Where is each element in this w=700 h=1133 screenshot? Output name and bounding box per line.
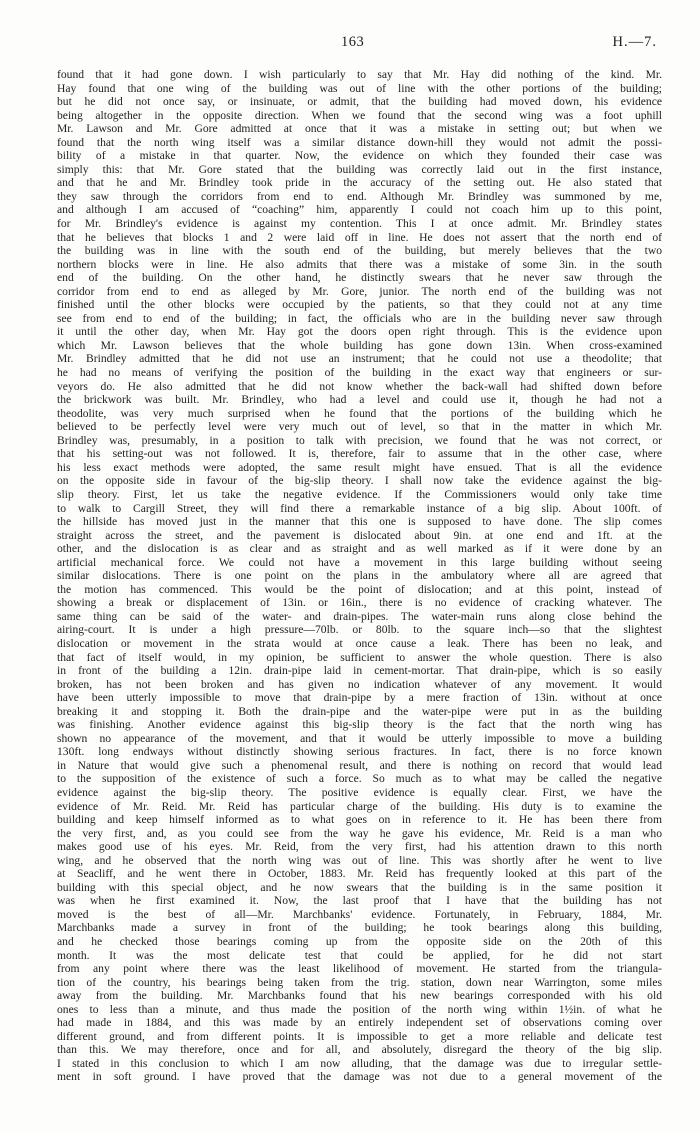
text-line: straight across the street, and the pavement is dislocated about 9in. at one end and 1ft. at the	[57, 528, 662, 542]
text-line: Mr. Lawson and Mr. Gore admitted at once that it was a mistake in setting out; but when we	[57, 122, 662, 136]
text-line: and although I am accused of “coaching” him, apparently I could not coach him up to this point,	[57, 203, 662, 217]
text-line: artificial mechanical force. We could not have a movement in this large building without seeing	[57, 555, 662, 569]
text-line: found that the north wing itself was a similar distance down-hill they would not admit the possi-	[57, 135, 662, 149]
text-line: Hay found that one wing of the building was out of line with the other portions of the building;	[57, 81, 662, 95]
text-line: to walk to Cargill Street, they will find there a remarkable instance of a big slip. About 100ft. of	[57, 501, 662, 515]
text-line: finished until the other blocks were occupied by the patients, so that they could not at any time	[57, 298, 662, 312]
text-line: the motion has commenced. This would be the point of dislocation; and at this point, instead of	[57, 582, 662, 596]
text-line: slip theory. First, let us take the negative evidence. If the Commissioners would only take time	[57, 487, 662, 501]
text-line: and that he and Mr. Brindley took pride in the accuracy of the setting out. He also stated that	[57, 176, 662, 190]
text-line: the brickwork was built. Mr. Brindley, who had a level and could use it, though he had not a	[57, 393, 662, 407]
text-line: he had no means of verifying the position of the building in the exact way that engineers or sur-	[57, 366, 662, 380]
text-line: showing a break or displacement of 13in. or 16in., there is no evidence of cracking whatever. The	[57, 596, 662, 610]
body-text	[57, 68, 662, 1084]
text-line: building and keep himself informed as to what goes on in reference to it. He has been there from	[57, 813, 662, 827]
text-line: ones to less than a minute, and thus made the position of the north wing within 1½in. of what he	[57, 1002, 662, 1016]
text-line: makes good use of his eyes. Mr. Reid, from the very first, had his attention drawn to this north	[57, 840, 662, 854]
text-line: found that it had gone down. I wish particularly to say that Mr. Hay did nothing of the kind. Mr.	[57, 68, 662, 81]
text-line: similar dislocations. There is one point on the plans in the ambulatory where all are agreed that	[57, 569, 662, 583]
text-line: the hillside has moved just in the manner that this one is supposed to have done. The slip comes	[57, 515, 662, 529]
text-line: Marchbanks made a survey in front of the building; he took bearings along this building,	[57, 921, 662, 935]
page-header	[57, 34, 657, 54]
text-line: simply this: that Mr. Gore stated that the building was correctly laid out in the first instance,	[57, 162, 662, 176]
text-line: being altogether in the opposite direction. When we found that the second wing was a foot uphill	[57, 108, 662, 122]
text-line: same thing can be said of the water- and drain-pipes. The water-main runs along close behind the	[57, 609, 662, 623]
text-line: see from end to end of the building; in fact, the officials who are in the building never saw through	[57, 311, 662, 325]
text-line: in front of the building a 12in. drain-pipe laid in cement-mortar. That drain-pipe, which is so easily	[57, 664, 662, 678]
text-line: broken, has not been broken and has given no indication whatever of any movement. It would	[57, 677, 662, 691]
text-line: other, and the dislocation is as clear and as straight and as well marked as if it were done by an	[57, 542, 662, 556]
text-line: the very first, and, as you could see from the way he gave his evidence, Mr. Reid is a man who	[57, 826, 662, 840]
document-reference: H.—7.	[612, 34, 657, 50]
text-line: northern blocks were in line. He also admits that there was a mistake of some 3in. in the south	[57, 257, 662, 271]
text-line: moved is the best of all—Mr. Marchbanks' evidence. Fortunately, in February, 1884, Mr.	[57, 907, 662, 921]
text-line: theodolite, was very much surprised when he found that the portions of the building which he	[57, 406, 662, 420]
text-line: dislocation or movement in the strata would at once cause a leak. There has been no leak, and	[57, 636, 662, 650]
text-line: that fact of itself would, in my opinion, be sufficient to answer the whole question. There is also	[57, 650, 662, 664]
text-line: Mr. Brindley admitted that he did not use an instrument; that he could not use a theodolite; that	[57, 352, 662, 366]
text-line: believed to be perfectly level were very much out of level, so that in the matter in which Mr.	[57, 420, 662, 434]
text-line: airing-court. It is under a high pressure—70lb. or 80lb. to the square inch—so that the slightest	[57, 623, 662, 637]
text-line: they saw through the corridors from end to end. Although Mr. Brindley was summoned by me,	[57, 189, 662, 203]
text-line: evidence of Mr. Reid. Mr. Reid has particular charge of the building. His duty is to examine the	[57, 799, 662, 813]
text-line: corridor from end to end as alleged by Mr. Gore, junior. The north end of the building was not	[57, 284, 662, 298]
text-line: end of the building. On the other hand, he distinctly swears that he never saw through the	[57, 271, 662, 285]
text-line: I stated in this conclusion to which I am now alluding, that the damage was due to irregular settle-	[57, 1056, 662, 1070]
text-line: breaking it and stopping it. Both the drain-pipe and the water-pipe were put in as the building	[57, 704, 662, 718]
text-line: tion of the country, his bearings being taken from the trig. station, down near Warrington, some miles	[57, 975, 662, 989]
text-line: away from the building. Mr. Marchbanks found that his new bearings corresponded with his old	[57, 989, 662, 1003]
text-line: to the supposition of the existence of such a force. So much as to what may be called the negative	[57, 772, 662, 786]
text-line: at Seacliff, and he went there in October, 1883. Mr. Reid has frequently looked at this part of the	[57, 867, 662, 881]
text-line: ment in soft ground. I have proved that the damage was not due to a general movement of the	[57, 1070, 662, 1084]
text-line: his less exact methods were adopted, the same result might have ensued. That is all the evidence	[57, 460, 662, 474]
text-line: and he checked those bearings coming up from the opposite side on the 20th of this	[57, 935, 662, 948]
text-line: wing, and he observed that the north wing was out of line. This was shortly after he went to live	[57, 853, 662, 867]
text-line: which Mr. Lawson believes that the whole building has gone down 13in. When cross-examined	[57, 338, 662, 352]
text-line: that he believes that blocks 1 and 2 were laid off in line. He does not assert that the north end of	[57, 230, 662, 244]
text-line: have been utterly impossible to move that drain-pipe by a mere fraction of 13in. without at once	[57, 691, 662, 705]
text-line: than this. We may therefore, once and for all, and absolutely, disregard the theory of the big slip.	[57, 1043, 662, 1057]
text-line: it until the other day, when Mr. Hay got the doors open right through. This is the evidence upon	[57, 325, 662, 339]
text-line: month. It was the most delicate test that could be applied, for he did not start	[57, 948, 662, 962]
text-line: was finishing. Another evidence against this big-slip theory is the fact that the north wing has	[57, 718, 662, 732]
text-line: veyors do. He also admitted that he did not know whether the back-wall had shifted down before	[57, 379, 662, 393]
text-line: different ground, and from different points. It is impossible to get a more reliable and delicate test	[57, 1029, 662, 1043]
text-line: shown no appearance of the movement, and that it would be utterly impossible to move a building	[57, 731, 662, 745]
page-number: 163	[341, 34, 365, 50]
text-line: Brindley was, presumably, in a position to talk with precision, we found that he was not correct, or	[57, 433, 662, 447]
text-line: had made in 1884, and this was made by an entirely independent set of observations coming over	[57, 1016, 662, 1030]
text-line: from any point where there was the least likelihood of movement. He started from the triangula-	[57, 962, 662, 976]
text-line: on the opposite side in favour of the big-slip theory. I shall now take the evidence against the big-	[57, 474, 662, 488]
text-line: building with this special object, and he now swears that the building is in the same position it	[57, 880, 662, 894]
text-line: that his setting-out was not followed. It is, therefore, fair to assume that in the other case, where	[57, 447, 662, 461]
text-line: the building was in line with the south end of the building, but merely believes that the two	[57, 244, 662, 258]
text-line: for Mr. Brindley's evidence is against my contention. This I at once admit. Mr. Brindley states	[57, 217, 662, 231]
text-line: evidence against the big-slip theory. The positive evidence is equally clear. First, we have the	[57, 785, 662, 799]
text-line: in Nature that would give such a phenomenal result, and there is nothing on record that would lead	[57, 758, 662, 772]
text-line: was when he first examined it. Now, the last proof that I have that the building has not	[57, 894, 662, 908]
text-line: 130ft. long endways without distinctly showing serious fractures. In fact, there is no force known	[57, 745, 662, 759]
text-line: but he did not once say, or insinuate, or admit, that the building had moved down, his evidence	[57, 95, 662, 109]
text-line: bility of a mistake in that quarter. Now, the evidence on which they founded their case was	[57, 149, 662, 163]
